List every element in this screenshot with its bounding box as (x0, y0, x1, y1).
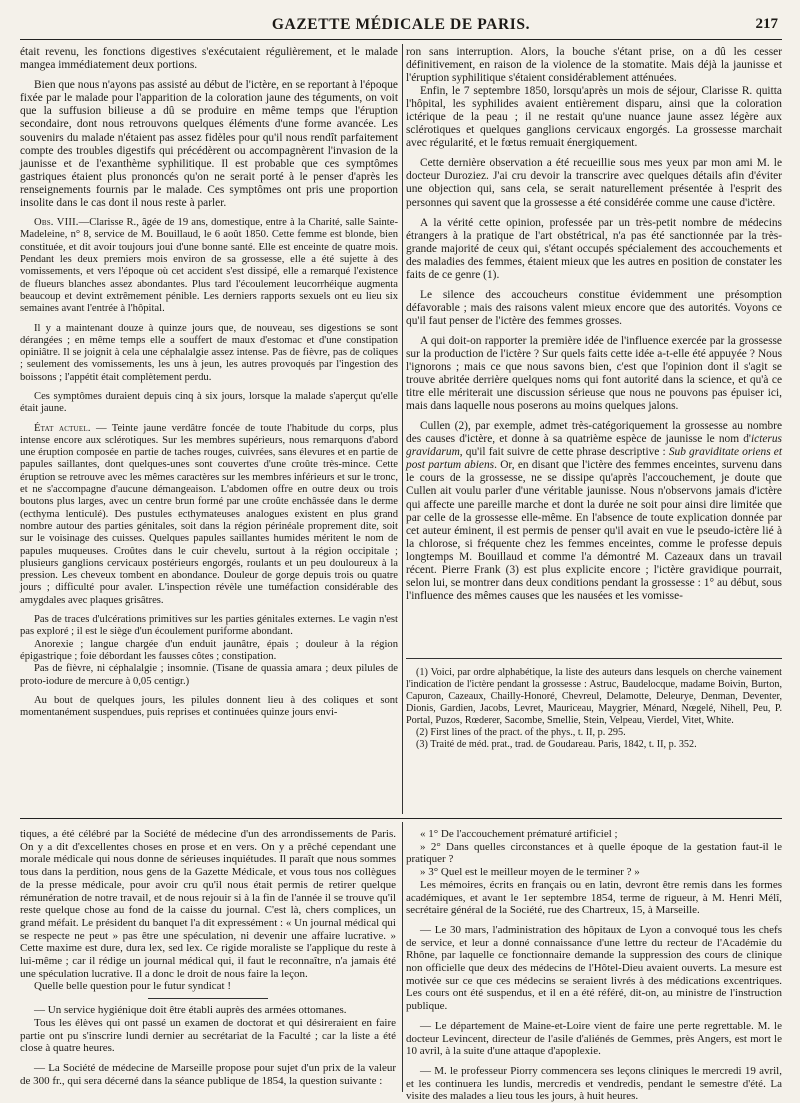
paragraph: Pas de traces d'ulcérations primitives sur les parties génitales externes. Le vagin n'est pas exploré ; il est le siège d'un écoulement puriforme abondant. (20, 614, 398, 638)
paragraph: Cette dernière observation a été recueillie sous mes yeux par mon ami M. le docteur Duroziez. J'ai cru devoir la transcrire avec quelques détails afin d'éviter une objection qui, sans cela, se serait naturellement présentée à l'esprit des personnes qui savent que la grossesse a été considérée comme une cause d'ictère. (406, 157, 782, 209)
upper-right-column (406, 46, 782, 603)
paragraph: A la vérité cette opinion, professée par un très-petit nombre de médecins étrangers à la pratique de l'art obstétrical, n'a pas été sanctionnée par la très-grande majorité de ceux qui, s'étant occupés spécialement des accouchements et des maladies des femmes, étaient mieux que les autres en position de constater les faits de ce genre (1). (406, 216, 782, 281)
paragraph: Enfin, le 7 septembre 1850, lorsqu'après un mois de séjour, Clarisse R. quitta l'hôpital, les syphilides avaient entièrement disparu, ainsi que la coloration ictérique de la peau ; il ne restait qu'une nuance jaune assez légère aux sclérotiques et quelques ganglions cervicaux engorgés. La grossesse marchait avec régularité, et le fœtus remuait énergiquement. (406, 85, 782, 150)
paragraph: Il y a maintenant douze à quinze jours que, de nouveau, ses digestions se sont dérangées ; en même temps elle a souffert de maux d'estomac et d'une constipation opiniâtre. Il se joignit à cela une céphalalgie assez intense. Pas de fièvre, pas de coliques ; seulement des vomissements, les uns à jeun, les autres provoqués par l'ingestion des boissons ; l'appétit était complètement perdu. (20, 322, 398, 383)
paragraph: Quelle belle question pour le futur syndicat ! (34, 980, 232, 993)
question: » 2° Dans quelles circonstances et à quelle époque de la gestation faut-il le pratiquer ? (406, 840, 782, 866)
paragraph: — Un service hygiénique doit être établi auprès des armées ottomanes. (34, 1004, 347, 1017)
latin-term: icterus gravidarum (406, 433, 782, 459)
cullen-paragraph (406, 420, 782, 603)
text-run: Cullen (2), par exemple, admet très-catégoriquement la grossesse au nombre des causes d'ictère, et donne à sa quatrième espèce de jaunisse le nom d' (406, 420, 782, 446)
paragraph: Le silence des accoucheurs constitue évidemment une présomption défavorable ; mais des raisons valent mieux encore que des autorités. Voyons ce qu'il faut penser de l'ictère des femmes grosses. (406, 288, 782, 327)
short-rule (148, 998, 268, 999)
text-run: , qu'il fait suivre de cette phrase descriptive : (459, 446, 669, 459)
paragraph: — La Société de médecine de Marseille propose pour sujet d'un prix de la valeur de 300 fr., qui sera décerné dans la séance publique de 1854, la question suivante : (20, 1061, 396, 1087)
latin-phrase: Sub graviditate oriens et post partum abiens (406, 446, 782, 472)
upper-left-column (20, 46, 398, 816)
question: » 3° Quel est le meilleur moyen de le terminer ? » (420, 866, 640, 879)
footnote: (2) First lines of the pract. of the phys., t. II, p. 295. (416, 727, 626, 738)
observation-paragraph (20, 217, 398, 315)
paragraph: — Le département de Maine-et-Loire vient de faire une perte regrettable. M. le docteur Levincent, directeur de l'asile d'aliénés de Gemmes, près Angers, est mort le 10 avril, à la suite d'une attaque d'apoplexie. (406, 1019, 782, 1058)
footnote: (1) Voici, par ordre alphabétique, la liste des auteurs dans lesquels on cherche vainement l'indication de l'ictère pendant la grossesse : Astruc, Baudelocque, madame Boivin, Burton, Capuron, Cazeaux, Chailly-Honoré, Chevreul, Delamotte, Deleurye, Denman, Deventer, Dionis, Gardien, Jacobs, Levret, Mauriceau, Maygrier, Ménard, Nœgelé, Nihell, Peu, P. Portal, Puzos, Rœderer, Sacombe, Smellie, Stein, Velpeau, Vierdel, Vitet, White. (406, 667, 782, 726)
page-number: 217 (755, 16, 778, 32)
paragraph: A qui doit-on rapporter la première idée de l'influence exercée par la grossesse sur la production de l'ictère ? Sur quels faits cette idée a-t-elle été appuyée ? Nous l'ignorons ; mais ce que nous savons bien, c'est que l'opinion dont il s'agit se trouve abritée derrière quelques noms qui font autorité dans la science, et qu'à ce titre elle mériterait une discussion sérieuse que nous ne pouvons pas épuiser ici, mais dans laquelle nous poserons au moins quelques jalons. (406, 334, 782, 413)
paragraph: Pas de fièvre, ni céphalalgie ; insomnie. (Tisane de quassia amara ; deux pilules de proto-iodure de mercure à 0,05 centigr.) (20, 663, 398, 687)
etat-label: État actuel. (34, 422, 91, 434)
running-head (20, 14, 782, 38)
footnote-rule (406, 658, 782, 659)
text-run: . Or, en disant que l'ictère des femmes enceintes, survenu dans le cours de la grossesse, ne se dissipe qu'après l'accouchement, je doute que Cullen ait voulu parler d'une véritable jaunisse. Nous n'observons jamais d'ictère qui affecte une pareille marche et dont la durée ne soit pour ainsi dire limitée que par celle de la grossesse elle-même. En l'absence de toute explication donnée par cet auteur éminent, il est permis de penser qu'il avait en vue le pseudo-ictère lié à la chlorose, si fréquente chez les femmes enceintes, comme le professe depuis longtemps M. Bouillaud et comme l'a démontré M. Cazeaux dans un travail récent. Pierre Frank (3) est plus explicite encore ; l'ictère gravidique pourrait, selon lui, se montrer dans deux conditions pendant la grossesse : 1° au début, sous l'influence des mêmes causes que les nausées et les vomisse- (406, 459, 782, 602)
paragraph: — M. le professeur Piorry commencera ses leçons cliniques le mercredi 19 avril, et les continuera les lundis, mercredis et vendredis, pendant le semestre d'été. La visite des malades a lieu tous les jours, à huit heures. (406, 1064, 782, 1103)
observation-text: —Clarisse R., âgée de 19 ans, domestique, entre à la Charité, salle Sainte-Madeleine, n° 8, service de M. Bouillaud, le 6 août 1850. Cette femme est blonde, bien constituée, et dit avoir toujours joui d'une bonne santé. Elle est enceinte de quatre mois. Pendant les deux premiers mois environ de sa grossesse, elle a été sujette à des vomissements, et vers l'époque où cet accident s'est dissipé, elle a remarqué l'existence de flueurs blanches assez abondantes. Plus tard l'écoulement leucorrhéique augmenta beaucoup et devint extrêmement pénible. Les derniers rapports sexuels ont eu lieu six semaines avant l'entrée à l'hôpital. (20, 217, 398, 315)
paragraph: Les mémoires, écrits en français ou en latin, devront être remis dans les formes académiques, et avant le 1er septembre 1854, terme de rigueur, à M. Henri Mélî, secrétaire général de la Société, rue des Chartreux, 15, à Marseille. (406, 878, 782, 917)
paragraph: était revenu, les fonctions digestives s'exécutaient régulièrement, et le malade mangea immédiatement deux portions. (20, 46, 398, 72)
column-divider (402, 822, 403, 1092)
header-rule (20, 39, 782, 40)
footnotes (406, 667, 782, 817)
paragraph: tiques, a été célébré par la Société de médecine d'un des arrondissements de Paris. On y a dit d'excellentes choses en prose et en vers. On y a prêché cependant une morale médicale qui nous donne de sérieuses inquiétudes. Il paraît que nous sommes tous dans la perdition, nous gens de la Gazette Médicale, et vous tous nos collègues de la presse médicale, pour avoir cru qu'il nous était permis de retirer quelque rémunération de notre travail, et de nous rejouir si à la fin de l'année il se trouve qu'il reste quelque chose au fond de la caisse du journal. C'est là, chers complices, un grand méfait. Le président du banquet l'a dit expressément : « Un journal médical qui se respecte ne peut » pas être une spéculation, ni devenir une affaire lucrative. » Cette maxime est dure, dura lex, sed lex. Ce rigide moraliste se l'applique du reste à lui-même ; car il rédige un journal médical qui, il faut le reconnaître, n'a jamais été une spéculation lucrative. Il a donc le droit de nous faire la leçon. (20, 828, 396, 980)
paragraph: Ces symptômes duraient depuis cinq à six jours, lorsque la malade s'aperçut qu'elle était jaune. (20, 390, 398, 415)
column-divider (402, 44, 403, 814)
question: « 1° De l'accouchement prématuré artificiel ; (420, 828, 618, 840)
page-title: GAZETTE MÉDICALE DE PARIS. (271, 16, 531, 33)
paragraph: Bien que nous n'ayons pas assisté au début de l'ictère, en se reportant à l'époque fixée par le malade pour l'apparition de la coloration jaune des téguments, on voit que la suffusion bilieuse a dû se produire en même temps que l'éruption secondaire, dont nous retrouvons quelques éléments d'une forme avancée. Les souvenirs du malade n'étaient pas assez fidèles pour qu'il nous rendît parfaitement compte des troubles digestifs qui précédèrent ou accompagnèrent l'invasion de la jaunisse et de l'exanthème syphilitique. Il est probable que ces symptômes gastriques étaient plus prononcés qu'on ne serait porté à le penser d'après les renseignements fournis par le malade. Ces symptômes ont pris une proportion insolite dans le cas dont il nous reste à parler. (20, 79, 398, 210)
section-rule (20, 818, 782, 819)
etat-paragraph (20, 423, 398, 607)
observation-label: Obs. VIII. (34, 217, 79, 229)
lower-left-column (20, 828, 396, 1094)
paragraph: Au bout de quelques jours, les pilules donnent lieu à des coliques et sont momentanément suspendues, puis reprises et continuées quinze jours envi- (20, 694, 398, 719)
etat-text: — Teinte jaune verdâtre foncée de toute l'habitude du corps, plus intense encore aux sclérotiques. Sur les membres supérieurs, nous remarquons d'abord une éruption composée en partie de taches rouges, cuivrées, sans élevures et en partie de papules saillantes, dont quelques-unes sont couvertes d'une croûte très-mince. Cette éruption se retrouve avec les mêmes caractères sur les membres inférieurs et sur le tronc, et ne s'accompagne d'aucune démangeaison. L'abdomen offre en outre deux ou trois boutons plus larges, avec un centre brun formé par une croûte enchâssée dans le derme (ecthyma lenticulé). Des pustules ecthymateuses analogues existent en plus grand nombre autour des parties génitales, soit dans la région périnéale proprement dite, soit sur le voisinage des cuisses. Quelques papules saillantes humides méritent le nom de papules muqueuses. Croûtes dans le cuir chevelu, surtout à la région occipitale ; plusieurs ganglions cervicaux postérieurs engorgés, roulants et un peu douloureux à la pression. Les cheveux tombent en abondance. Douleur de gorge depuis trois ou quatre jours ; difficulté pour avaler. L'inspection révèle une tuméfaction considérable des amygdales avec plaques grisâtres. (20, 422, 398, 606)
paragraph: — Le 30 mars, l'administration des hôpitaux de Lyon a convoqué tous les chefs de service, et leur a donné connaissance d'une lettre du recteur de l'Académie du Rhône, par laquelle ce fonctionnaire demande la suppression des cours de clinique non officielle que deux des médecins de l'Hôtel-Dieu avaient ouverts. La mesure est motivée sur ce que ces médecins se seraient livrés à des médications excentriques. Les cours ont été suspendus, et il en a été référé, dit-on, au ministre de l'instruction publique. (406, 923, 782, 1013)
paragraph: Tous les élèves qui ont passé un examen de doctorat et qui désireraient en faire partie ont pu s'inscrire lundi dernier au secrétariat de la Faculté ; car la liste a été close à quatre heures. (20, 1016, 396, 1055)
paragraph: Anorexie ; langue chargée d'un enduit jaunâtre, épais ; douleur à la région épigastrique ; foie débordant les fausses côtes ; constipation. (20, 638, 398, 662)
paragraph: ron sans interruption. Alors, la bouche s'étant prise, on a dû les cesser définitivement, en raison de la violence de la stomatite. Mais déjà la jaunisse et l'éruption syphilitique s'étaient considérablement atténuées. (406, 46, 782, 85)
footnote: (3) Traité de méd. prat., trad. de Goudareau. Paris, 1842, t. II, p. 352. (416, 739, 697, 750)
lower-right-column (406, 828, 782, 1103)
